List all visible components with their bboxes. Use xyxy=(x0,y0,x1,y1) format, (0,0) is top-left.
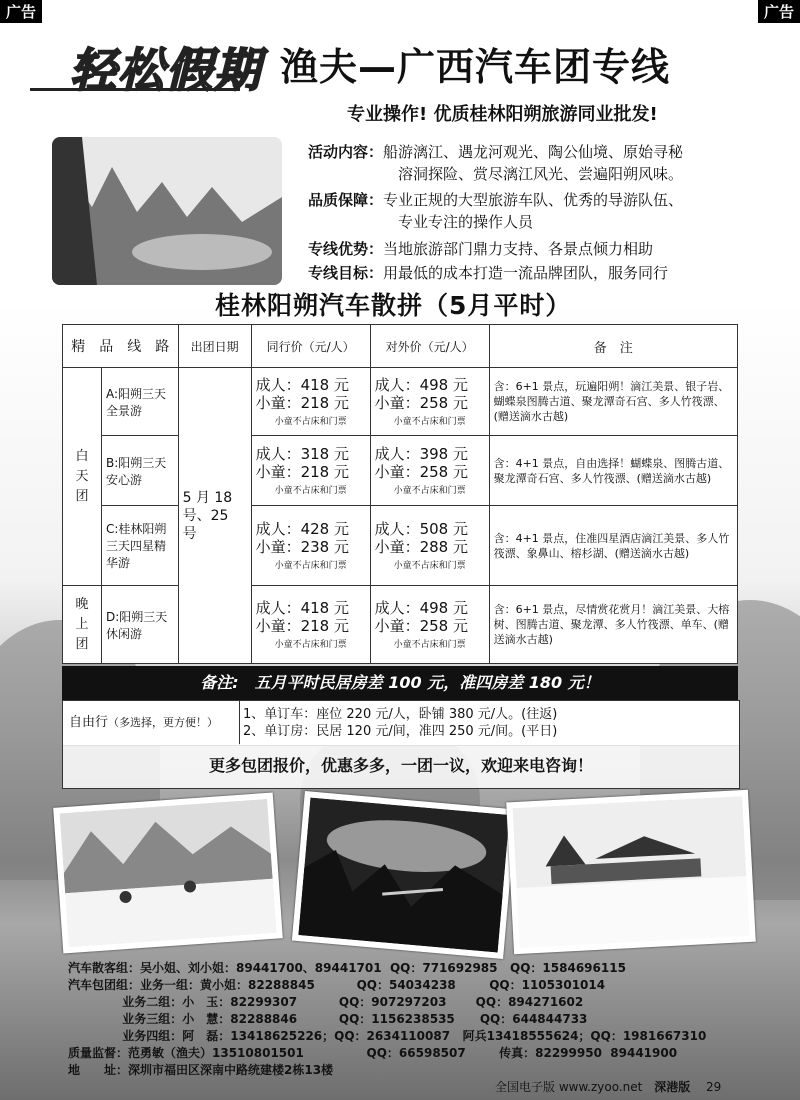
route-cell: D:阳朔三天休闲游 xyxy=(102,586,179,664)
remark-cell: 含：4+1 景点，自由选择！蝴蝶泉、图腾古道、聚龙潭奇石宫、多人竹筏漂、(赠送滴水古越) xyxy=(489,436,737,506)
footer-edition: 深港版 xyxy=(654,1080,691,1094)
table-row xyxy=(63,506,738,586)
route-cell: B:阳朔三天安心游 xyxy=(102,436,179,506)
contact-line: 汽车包团组：业务一组：黄小姐：82288845 QQ：54034238 QQ：1105301014 xyxy=(68,978,606,992)
footer-url: 全国电子版 www.zyoo.net xyxy=(495,1080,643,1094)
logo xyxy=(30,28,270,98)
header-public: 对外价（元/人） xyxy=(370,325,489,368)
header-remark: 备 注 xyxy=(489,325,737,368)
contact-line: 业务三组：小 慧：82288846 QQ：1156238535 QQ：644844733 xyxy=(68,1012,588,1026)
contact-line: 质量监督：范勇敏（渔夫）13510801501 QQ：66598507 传真：82299950 89441900 xyxy=(68,1046,678,1060)
cycling-photo xyxy=(53,793,283,954)
header-date: 出团日期 xyxy=(178,325,251,368)
page-number: 29 xyxy=(706,1080,722,1094)
public-price: 成人：508 元 小童：288 元 小童不占床和门票 xyxy=(370,506,489,586)
footer xyxy=(495,1078,721,1095)
remark-cell: 含：6+1 景点，玩遍阳朔！滴江美景、银子岩、蝴蝶泉图腾古道、聚龙潭奇石宫、多人竹筏漂、(赠送滴水古越) xyxy=(489,368,737,436)
header-trade: 同行价（元/人） xyxy=(251,325,370,368)
li-river-photo xyxy=(52,137,282,285)
public-price: 成人：498 元 小童：258 元 小童不占床和门票 xyxy=(370,586,489,664)
group-night: 晚上团 xyxy=(63,586,102,664)
table-row xyxy=(63,436,738,506)
free-travel-line: 2、单订房：民居 120 元/间，准四 250 元/间。(平日) xyxy=(243,724,558,739)
route-cell: C:桂林阳朔三天四星精华游 xyxy=(102,506,179,586)
table-row xyxy=(63,368,738,436)
more-info-text: 更多包团报价，优惠多多，一团一议，欢迎来电咨询！ xyxy=(62,744,740,789)
trade-price: 成人：418 元 小童：218 元 小童不占床和门票 xyxy=(251,586,370,664)
page-title: 渔夫—广西汽车团专线 xyxy=(280,45,671,89)
table-header-row xyxy=(63,325,738,368)
ad-tag-left: 广告 xyxy=(0,0,42,23)
ad-tag-right: 广告 xyxy=(758,0,800,23)
note-bar: 备注: 五月平时民居房差 100 元，准四房差 180 元！ xyxy=(62,666,738,700)
logo-text: 轻松假期 xyxy=(70,43,262,97)
trade-price: 成人：418 元 小童：218 元 小童不占床和门票 xyxy=(251,368,370,436)
remark-cell: 含：6+1 景点，尽情赏花赏月！滴江美景、大榕树、图腾古道、聚龙潭、多人竹筏漂、单车、(赠送滴水古越) xyxy=(489,586,737,664)
feature-quality: 品质保障：专业正规的大型旅游车队、优秀的导游队伍、 专业专注的操作人员 xyxy=(308,191,684,231)
route-cell: A:阳朔三天全景游 xyxy=(102,368,179,436)
public-price: 成人：498 元 小童：258 元 小童不占床和门票 xyxy=(370,368,489,436)
table-row xyxy=(63,586,738,664)
feature-content: 活动内容：船游漓江、遇龙河观光、陶公仙境、原始寻秘 溶洞探险、赏尽漓江风光、尝遍阳朔风味。 xyxy=(308,143,684,183)
remark-cell: 含：4+1 景点，住准四星酒店滴江美景、多人竹筏漂、象鼻山、榕杉湖、(赠送滴水古越) xyxy=(489,506,737,586)
page-subtitle: 专业操作! 优质桂林阳朔旅游同业批发! xyxy=(347,104,658,125)
feature-advantage: 专线优势：当地旅游部门鼎力支持、各景点倾力相助 xyxy=(308,240,654,258)
contact-line: 地 址：深圳市福田区深南中路统建楼2栋13楼 xyxy=(68,1063,334,1077)
contact-line: 业务四组：阿 磊：13418625226；QQ：2634110087 阿兵13418555624；QQ：1981667310 xyxy=(68,1029,707,1043)
section-title: 桂林阳朔汽车散拼（5月平时） xyxy=(215,291,572,320)
karst-photo xyxy=(292,791,516,959)
trade-price: 成人：318 元 小童：218 元 小童不占床和门票 xyxy=(251,436,370,506)
feature-goal: 专线目标：用最低的成本打造一流品牌团队，服务同行 xyxy=(308,264,669,282)
group-day: 白天团 xyxy=(63,368,102,586)
contact-line: 汽车散客组：吴小姐、刘小姐：89441700、89441701 QQ：771692985 QQ：1584696115 xyxy=(68,961,626,975)
price-table xyxy=(62,324,738,664)
free-travel-line: 1、单订车：座位 220 元/人，卧铺 380 元/人。(往返) xyxy=(243,707,558,722)
village-photo xyxy=(506,790,756,954)
public-price: 成人：398 元 小童：258 元 小童不占床和门票 xyxy=(370,436,489,506)
free-travel-label: 自由行 xyxy=(69,715,109,730)
date-cell: 5 月 18 号、25 号 xyxy=(178,368,251,664)
header-route: 精 品 线 路 xyxy=(63,325,179,368)
trade-price: 成人：428 元 小童：238 元 小童不占床和门票 xyxy=(251,506,370,586)
contact-line: 业务二组：小 玉：82299307 QQ：907297203 QQ：894271602 xyxy=(68,995,584,1009)
free-travel-row: 自由行（多选择，更方便！） 1、单订车：座位 220 元/人，卧铺 380 元/人。(往返) 2、单订房：民居 120 元/间，准四 250 元/间。(平日) xyxy=(62,700,740,746)
